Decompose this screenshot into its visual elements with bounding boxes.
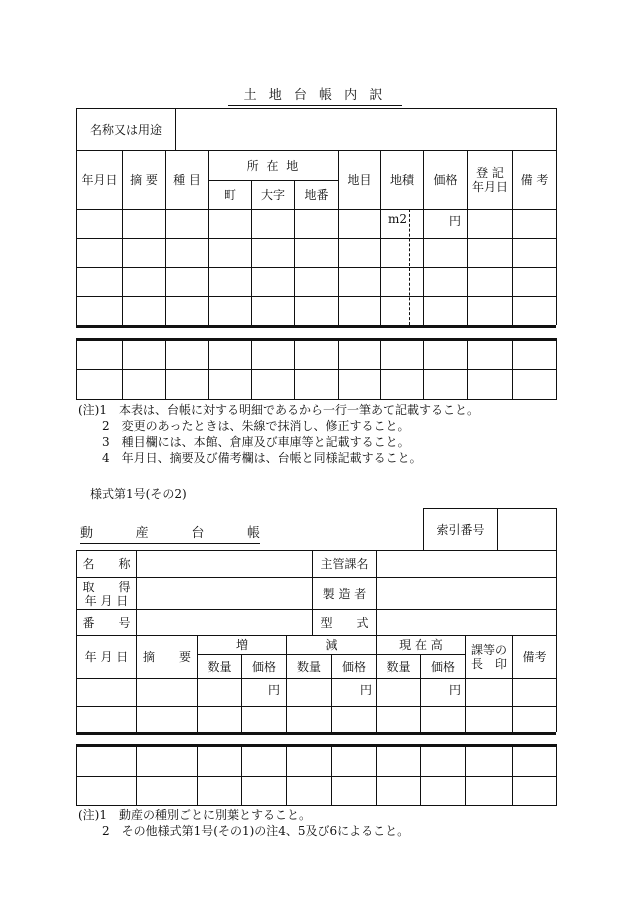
land-category-header: 地目 [347, 173, 372, 187]
lot-number-header: 地番 [304, 188, 329, 202]
current-qty-header: 数量 [386, 659, 411, 674]
form2-notes [78, 807, 409, 839]
form1-notes [78, 402, 479, 466]
increase-price-unit: 円 [268, 683, 281, 697]
registration-date-line1: 登 記 [476, 166, 504, 180]
increase-price-header: 価格 [251, 659, 276, 674]
asset-name-label: 名 称 [82, 557, 131, 571]
town-header: 町 [223, 188, 236, 202]
date-header: 年月日 [81, 173, 118, 187]
index-number-label: 索引番号 [436, 522, 485, 537]
registration-date-line2: 年月日 [471, 180, 508, 194]
decrease-qty-header: 数量 [296, 659, 321, 674]
price-unit: 円 [449, 214, 462, 228]
acquisition-date-label [77, 578, 136, 609]
form1-title: 土 地 台 帳 内 訳 [228, 84, 402, 106]
location-header: 所 在 地 [246, 158, 301, 173]
model-label: 型 式 [320, 615, 369, 630]
form1-note: 2 変更のあったときは、朱線で抹消し、修正すること。 [78, 419, 410, 433]
decrease-header: 減 [325, 638, 338, 652]
asset-number-label: 番 号 [82, 615, 131, 630]
acquisition-date-line2: 年 月 日 [84, 593, 129, 608]
registration-date-header [468, 151, 512, 209]
decrease-price-unit: 円 [360, 683, 373, 697]
summary-header: 摘 要 [142, 650, 191, 664]
summary-header: 摘 要 [130, 173, 158, 187]
name-or-use-label: 名称又は用途 [89, 122, 162, 137]
area-header: 地積 [389, 173, 414, 187]
form2-note: 2 その他様式第1号(その1)の注4、5及び6によること。 [78, 824, 410, 838]
remarks-header: 備 考 [520, 173, 549, 187]
oaza-header: 大字 [260, 188, 285, 202]
form2-title-char: 台 [191, 526, 205, 541]
form1-note: 4 年月日、摘要及び備考欄は、台帳と同様記載すること。 [78, 451, 422, 465]
date-header: 年 月 日 [84, 650, 129, 664]
form2-note: (注)1 動産の種別ごとに別葉とすること。 [78, 808, 311, 822]
form1-note: (注)1 本表は、台帳に対する明細であるから一行一筆あて記載すること。 [78, 403, 480, 417]
form2-title-char: 産 [135, 526, 149, 541]
area-unit: m2 [388, 212, 408, 226]
current-price-header: 価格 [430, 659, 455, 674]
remarks-header: 備考 [522, 650, 547, 664]
type-header: 種 目 [173, 173, 201, 187]
price-header: 価格 [433, 173, 458, 187]
increase-qty-header: 数量 [207, 659, 232, 674]
decrease-price-header: 価格 [341, 659, 366, 674]
current-price-unit: 円 [449, 683, 462, 697]
seal-line2: 長 印 [470, 657, 507, 671]
form2-title-char: 動 [80, 526, 94, 541]
form-number-label: 様式第1号(その2) [90, 487, 187, 501]
acquisition-date-line1: 取 得 [82, 579, 131, 594]
increase-header: 増 [235, 638, 248, 652]
department-label: 主管課名 [320, 557, 369, 571]
current-amount-header: 現 在 高 [399, 638, 443, 652]
section-chief-seal-header [466, 636, 512, 678]
form1-note: 3 種目欄には、本館、倉庫及び車庫等と記載すること。 [78, 435, 410, 449]
form2-title-char: 帳 [246, 526, 260, 541]
seal-line1: 課等の [470, 643, 507, 657]
maker-label: 製 造 者 [322, 586, 367, 601]
form2-title [80, 522, 260, 544]
